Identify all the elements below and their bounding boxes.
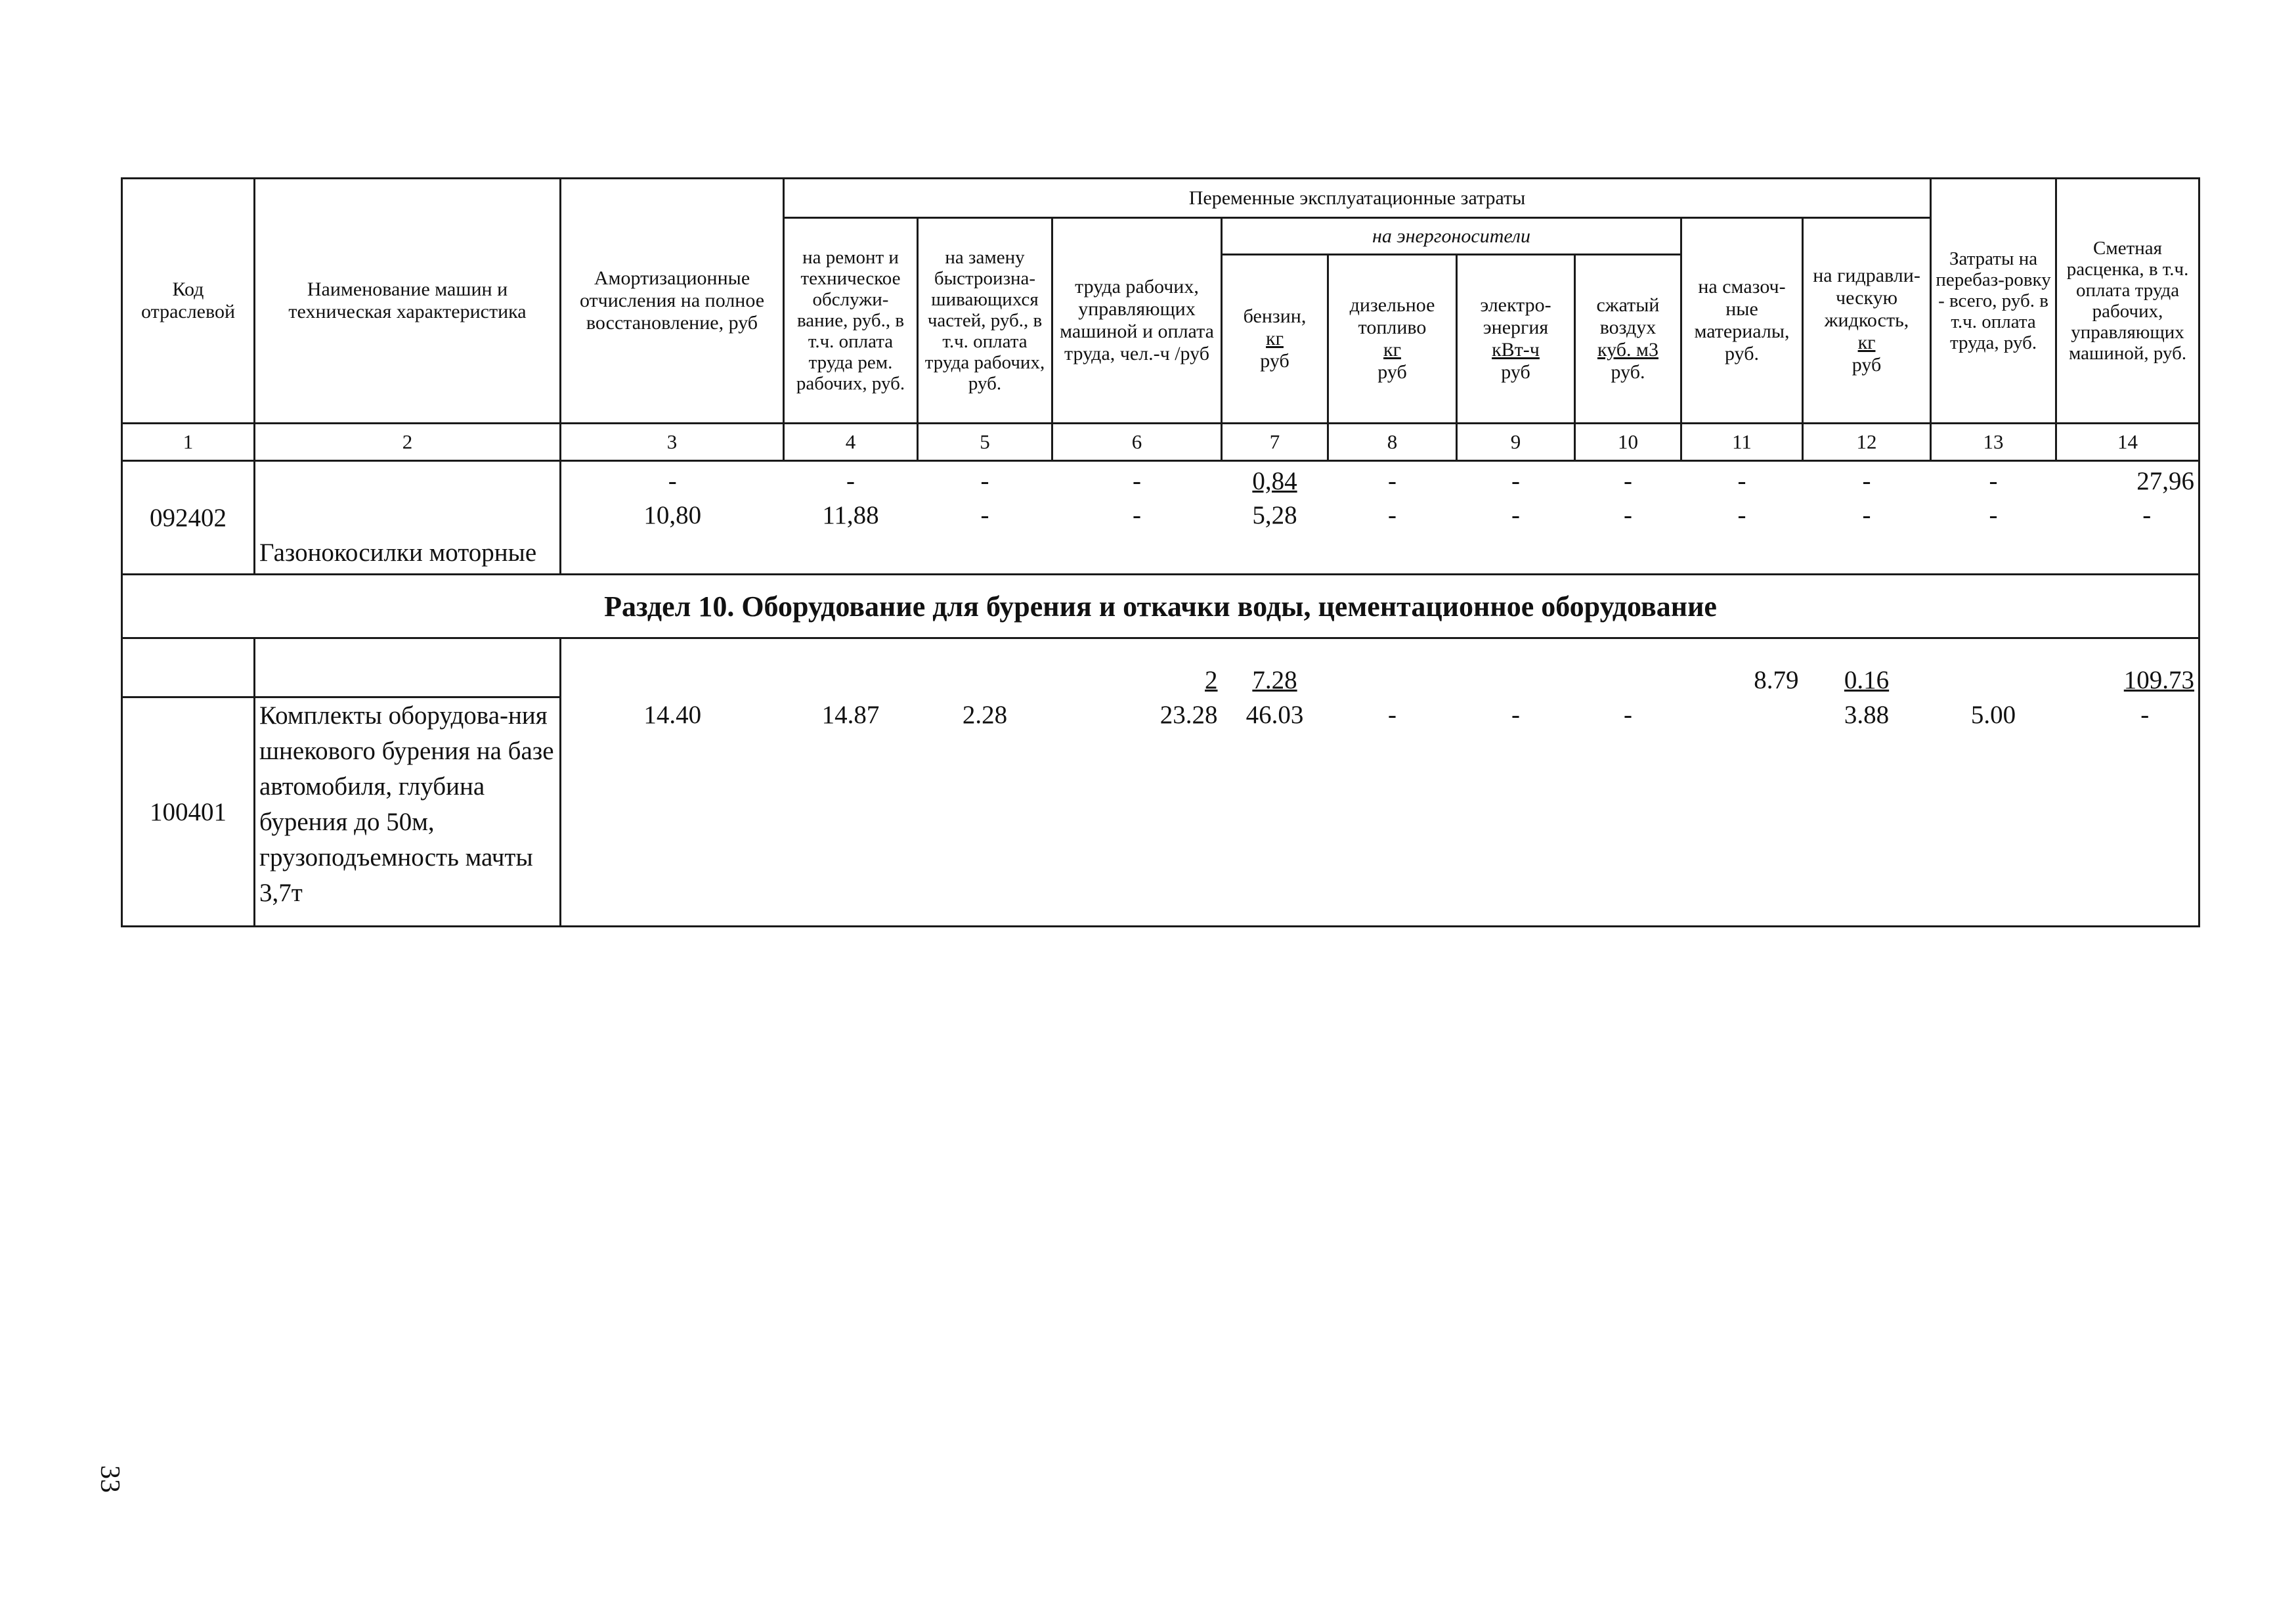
header-air-label: сжатый воздух (1596, 294, 1660, 338)
row2-col6-top: 2 (1052, 638, 1222, 697)
section-title: Раздел 10. Оборудование для бурения и откачки воды, цементационное оборудование (122, 575, 2199, 638)
header-transport-costs: Затраты на перебаз-ровку - всего, руб. в т.ч. оплата труда, руб. (1931, 179, 2056, 424)
row2-col9-bottom: - (1457, 697, 1575, 927)
row2-col3-bottom: 14.40 (561, 697, 784, 927)
header-hydraulic-unit: кг (1857, 332, 1876, 353)
header-repair: на ремонт и техническое обслужи-вание, руб., в т.ч. оплата труда рем. рабочих, руб. (784, 218, 918, 424)
column-number: 13 (1931, 424, 2056, 461)
header-electricity (1457, 255, 1575, 424)
row2-code-spacer (122, 638, 255, 697)
row1-col13-bottom: - (1989, 501, 1998, 529)
column-number: 2 (255, 424, 561, 461)
row-code: 100401 (122, 697, 255, 927)
row1-col13 (1931, 461, 2056, 575)
column-number: 12 (1803, 424, 1931, 461)
row2-col13-top (1931, 638, 2056, 697)
row2-col12-top: 0.16 (1803, 638, 1931, 697)
row1-col12-bottom: - (1862, 501, 1871, 529)
row2-col6-bottom: 23.28 (1052, 697, 1222, 927)
header-estimated-rate: Сметная расценка, в т.ч. оплата труда рабочих, управляющих машиной, руб. (2056, 179, 2199, 424)
header-diesel-label: дизельное топливо (1349, 294, 1435, 338)
header-electricity-rub: руб (1501, 361, 1530, 383)
row1-col9 (1457, 461, 1575, 575)
row2-col5-top (918, 638, 1052, 697)
row1-col5 (918, 461, 1052, 575)
row1-col5-bottom: - (980, 501, 989, 529)
row2-col4-bottom: 14.87 (784, 697, 918, 927)
row1-col14-top: 27,96 (2136, 467, 2195, 495)
row1-col7-top: 0,84 (1252, 467, 1297, 495)
row1-col10 (1575, 461, 1681, 575)
header-labor: труда рабочих, управляющих машиной и оплата труда, чел.-ч /руб (1052, 218, 1222, 424)
table-row-upper (122, 638, 2199, 697)
row1-col9-bottom: - (1511, 501, 1520, 529)
header-name: Наименование машин и техническая характеристика (255, 179, 561, 424)
row2-col14-top: 109.73 (2056, 638, 2199, 697)
column-number: 3 (561, 424, 784, 461)
header-diesel (1328, 255, 1457, 424)
row2-col8-top (1328, 638, 1457, 697)
header-energy: на энергоносители (1222, 218, 1681, 255)
row-code: 092402 (122, 461, 255, 575)
row1-col9-top: - (1511, 467, 1520, 495)
column-number: 10 (1575, 424, 1681, 461)
row-name: Комплекты оборудова-ния шнекового бурения на базе автомобиля, глубина бурения до 50м, грузоподъемность мачты 3,7т (255, 697, 561, 927)
row1-col4-bottom: 11,88 (822, 501, 879, 529)
row1-col8-bottom: - (1388, 501, 1397, 529)
table-row (122, 461, 2199, 575)
column-number: 9 (1457, 424, 1575, 461)
header-petrol-rub: руб (1260, 350, 1289, 372)
column-number: 8 (1328, 424, 1457, 461)
row2-col7-bottom: 46.03 (1222, 697, 1328, 927)
header-petrol-unit: кг (1266, 328, 1284, 349)
column-number: 1 (122, 424, 255, 461)
header-diesel-rub: руб (1377, 361, 1407, 383)
row1-col12-top: - (1862, 467, 1871, 495)
row1-col7-bottom: 5,28 (1252, 501, 1297, 529)
section-row (122, 575, 2199, 638)
row2-col3-top (561, 638, 784, 697)
row-name: Газонокосилки моторные (255, 461, 561, 575)
row1-col6-bottom: - (1133, 501, 1141, 529)
header-petrol (1222, 255, 1328, 424)
column-number: 5 (918, 424, 1052, 461)
header-air-unit: куб. м3 (1597, 339, 1658, 361)
row1-col8-top: - (1388, 467, 1397, 495)
row1-col3-top: - (668, 467, 677, 495)
row1-col7 (1222, 461, 1328, 575)
row2-col7-top: 7.28 (1222, 638, 1328, 697)
row1-col6-top: - (1133, 467, 1141, 495)
row2-col10-bottom: - (1575, 697, 1681, 927)
machine-cost-table (121, 177, 2200, 927)
row1-col4-top: - (846, 467, 855, 495)
row2-col10-top (1575, 638, 1681, 697)
header-hydraulic-rub: руб (1852, 354, 1882, 376)
row2-col12-bottom: 3.88 (1803, 697, 1931, 927)
row2-col14-bottom: - (2056, 697, 2199, 927)
header-code: Код отраслевой (122, 179, 255, 424)
row1-col4 (784, 461, 918, 575)
row2-name-spacer (255, 638, 561, 697)
row1-col10-top: - (1624, 467, 1632, 495)
column-number: 7 (1222, 424, 1328, 461)
row1-col14 (2056, 461, 2199, 575)
row1-col3-bottom: 10,80 (643, 501, 702, 529)
header-hydraulic (1803, 218, 1931, 424)
page-number: 33 (95, 1465, 125, 1493)
header-diesel-unit: кг (1383, 339, 1401, 361)
row2-col4-top (784, 638, 918, 697)
row2-col8-bottom: - (1328, 697, 1457, 927)
row1-col11-top: - (1737, 467, 1746, 495)
row1-col8 (1328, 461, 1457, 575)
row1-col3 (561, 461, 784, 575)
row1-col11-bottom: - (1737, 501, 1746, 529)
row1-col10-bottom: - (1624, 501, 1632, 529)
header-electricity-unit: кВт-ч (1492, 339, 1540, 361)
column-number: 4 (784, 424, 918, 461)
column-number: 6 (1052, 424, 1222, 461)
row2-col5-bottom: 2.28 (918, 697, 1052, 927)
row1-col6 (1052, 461, 1222, 575)
column-number: 14 (2056, 424, 2199, 461)
row1-col12 (1803, 461, 1931, 575)
cost-table-sheet (121, 177, 2198, 927)
header-variable-costs: Переменные эксплуатационные затраты (784, 179, 1931, 218)
row1-col14-bottom: - (2142, 501, 2152, 529)
row1-col11 (1681, 461, 1803, 575)
header-air-rub: руб. (1611, 361, 1645, 383)
column-number: 11 (1681, 424, 1803, 461)
header-electricity-label: электро-энергия (1480, 294, 1551, 338)
column-number-row (122, 424, 2199, 461)
row2-col11-top: 8.79 (1681, 638, 1803, 697)
header-petrol-label: бензин, (1243, 305, 1307, 327)
row1-col5-top: - (980, 467, 989, 495)
row1-col13-top: - (1989, 467, 1998, 495)
header-lubricants: на смазоч-ные материалы, руб. (1681, 218, 1803, 424)
header-amortization: Амортизационные отчисления на полное восстановление, руб (561, 179, 784, 424)
header-compressed-air (1575, 255, 1681, 424)
header-hydraulic-label: на гидравли-ческую жидкость, (1813, 265, 1920, 331)
row2-col9-top (1457, 638, 1575, 697)
row2-col13-bottom: 5.00 (1931, 697, 2056, 927)
table-row (122, 697, 2199, 927)
header-parts-replacement: на замену быстроизна-шивающихся частей, руб., в т.ч. оплата труда рабочих, руб. (918, 218, 1052, 424)
row2-col11-bottom (1681, 697, 1803, 927)
